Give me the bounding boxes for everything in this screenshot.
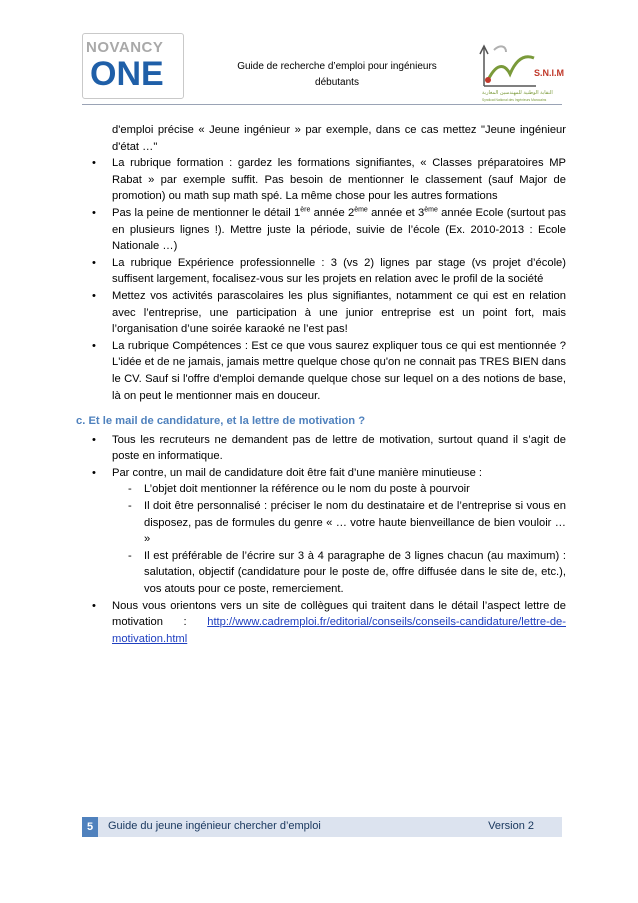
sub-list-item-text: Il doit être personnalisé : préciser le nom du destinataire et de l’entreprise si vous en disposez, pas de formules du genre « … votre haute bienveillance de bien vouloir … » (144, 500, 566, 546)
bullet-icon: • (92, 466, 96, 479)
list-item-text: Nous vous orientons vers un site de collègues qui traitent dans le détail l’aspect lettre de motivation : http://www.cadremploi.fr/editorial/conseils/conseils-candidature/lettre-de-motivation.html (112, 599, 566, 645)
bullet-icon: • (92, 256, 96, 269)
cadremploi-link[interactable]: http://www.cadremploi.fr/editorial/conseils/conseils-candidature/lettre-de-motivation.html (112, 616, 566, 645)
sub-list-item (76, 481, 566, 498)
dash-icon: - (128, 549, 132, 562)
sub-list-item-text: Il est préférable de l’écrire sur 3 à 4 paragraphe de 3 lignes chacun (au maximum) : salutation, objectif (candidature pour le poste de, offre diffusée dans le site de, etc.), vos atouts pour ce poste, remerciement. (144, 549, 566, 596)
bullet-icon: • (92, 433, 96, 446)
list-item-text: Par contre, un mail de candidature doit être fait d’une manière minutieuse : (112, 466, 483, 479)
dash-icon: - (128, 483, 132, 496)
bullet-icon: • (92, 157, 96, 170)
dash-icon: - (128, 500, 132, 513)
list-item-text: Pas la peine de mentionner le détail 1ère année 2ème année et 3ème année Ecole (surtout pas en plusieurs lignes !). Mettre juste la période, suivie de l’école (Ex. 2010-2013 : Ecole Nationale …) (112, 206, 566, 253)
paragraph-continuation: d'emploi précise « Jeune ingénieur » par exemple, dans ce cas mettez "Jeune ingénieur d'état …" (112, 124, 566, 153)
logo-one-text: ONE (90, 55, 164, 93)
list-item (76, 288, 566, 338)
list-item (76, 432, 566, 465)
novancy-one-logo (82, 33, 186, 99)
list-item (76, 255, 566, 288)
snim-arabic-text: النقابة الوطنية للمهندسين المغاربة (482, 90, 553, 96)
list-item-text: Mettez vos activités parascolaires les plus signifiantes, notamment ce qui est en relation avec l’entreprise, une participation à une junior entreprise est un point fort, mais l’organisation d’une soirée karaoké ne l’est pas! (112, 289, 566, 336)
page-footer (82, 817, 562, 837)
list-item (76, 155, 566, 205)
header-title-line2: débutants (315, 77, 359, 88)
list-item-text: La rubrique Expérience professionnelle : 3 (vs 2) lignes par stage (vs projet d’école) suffisent largement, focalisez-vous sur les projets en relation avec le profil de la société (112, 256, 566, 286)
sub-list-item (76, 498, 566, 548)
list-item-text: Tous les recruteurs ne demandent pas de lettre de motivation, surtout quand il s’agit de poste en informatique. (112, 433, 566, 463)
list-item (76, 338, 566, 404)
document-body (76, 122, 566, 647)
bullet-icon: • (92, 289, 96, 302)
sub-list-item (76, 548, 566, 598)
list-item (76, 598, 566, 648)
snim-emblem-icon (476, 40, 568, 102)
bullet-icon: • (92, 206, 96, 219)
snim-logo (476, 40, 568, 102)
list-item (76, 465, 566, 482)
snim-subtitle-text: Syndicat National des Ingénieurs Marocains (482, 98, 547, 102)
header-title-line1: Guide de recherche d’emploi pour ingénieurs (237, 61, 437, 72)
footer-version: Version 2 (488, 820, 534, 832)
snim-logo-text: S.N.I.M (534, 68, 565, 78)
sub-list-item-text: L’objet doit mentionner la référence ou le nom du poste à pourvoir (144, 483, 470, 496)
page-number: 5 (82, 817, 98, 837)
header-divider (82, 104, 562, 105)
list-item (76, 205, 566, 255)
footer-title: Guide du jeune ingénieur chercher d’emploi (108, 820, 321, 832)
list-item-text: La rubrique Compétences : Est ce que vous saurez expliquer tous ce qui est mentionnée ? L'idée et de ne jamais, jamais mettre quelque chose qu'on ne connait pas TRES BIEN dans le CV. Sauf si l'offre d'emploi demande quelque chose sur lequel on a des notions de base, là on peut le mentionner mais en douceur. (112, 339, 566, 402)
header-title (222, 59, 452, 91)
section-heading: c. Et le mail de candidature, et la lettre de motivation ? (76, 415, 366, 428)
bullet-icon: • (92, 599, 96, 612)
list-item-text: La rubrique formation : gardez les formations signifiantes, « Classes préparatoires MP Rabat » par exemple suffit. Pas besoin de mentionner le classement (sauf Major de promotion) ou math sup math spé. La même chose pour les autres formations (112, 157, 566, 203)
bullet-icon: • (92, 339, 96, 352)
logo-novancy-text: NOVANCY (86, 39, 164, 56)
